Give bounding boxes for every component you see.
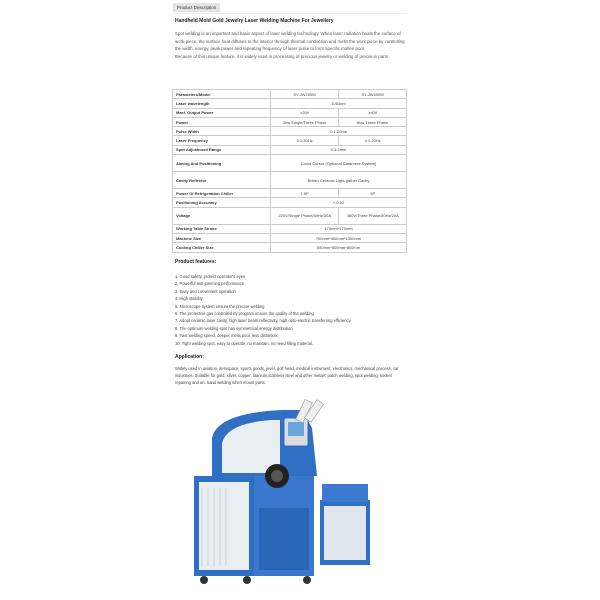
param-label: Maxi. Output Power	[173, 108, 271, 117]
feature-item: 6. The protective gas controlled by program ensure the quality of the welding	[175, 311, 314, 317]
tab-product-description[interactable]: Product Description	[173, 3, 220, 12]
table-row	[173, 136, 407, 145]
table-row	[173, 172, 407, 189]
param-value: 0.1-20Hz	[339, 136, 407, 145]
features-heading: Product features:	[175, 259, 217, 265]
table-row	[173, 198, 407, 207]
feature-item: 3. Easy and convenient operation	[175, 288, 236, 294]
feature-item: 8. The optimum welding spot has symmetrical energy distribution.	[175, 325, 294, 331]
param-value: ≥200	[271, 108, 339, 117]
param-value: 220V/Single Phase/50Hz/30A	[271, 207, 339, 224]
table-row	[173, 243, 407, 252]
param-value: British Ceramic Light-gather Cavity	[271, 172, 407, 189]
param-label: Voltage	[173, 207, 271, 224]
param-label: Machine Size	[173, 233, 271, 242]
param-label: Laser wavelength	[173, 99, 271, 108]
param-value: 1.5P	[271, 189, 339, 198]
param-label: Cavity Reflector	[173, 172, 271, 189]
table-row	[173, 127, 407, 136]
table-row	[173, 189, 407, 198]
param-value: 0.1-50Hz	[271, 136, 339, 145]
application-heading: Application:	[175, 354, 204, 360]
param-value: 550mm*500mm*800mm	[271, 243, 407, 252]
table-row	[173, 224, 407, 233]
param-value: 0.1-20ms	[271, 127, 407, 136]
param-value: 0.3-2mm	[271, 145, 407, 154]
param-label: Pulse Width	[173, 127, 271, 136]
table-row	[173, 233, 407, 242]
param-label: Spot Adjustment Range	[173, 145, 271, 154]
param-label: Aiming And Positioning	[173, 155, 271, 172]
tab-divider	[173, 13, 407, 14]
table-row	[173, 108, 407, 117]
intro-text	[175, 30, 407, 60]
param-value: Cross Cursor (Optional Caramera System)	[271, 155, 407, 172]
param-value: 6kw Three Phase	[339, 117, 407, 126]
param-value: SY-JW200W	[271, 90, 339, 99]
feature-item: 5. Microscope system ensure the precise welding	[175, 303, 265, 309]
feature-item: 7. Adopt ceramic laser cavity, high laser beam reflectivity, high opto-electric transferring efficiency	[175, 318, 351, 324]
param-value: 170mm*170mm	[271, 224, 407, 233]
feature-item: 10. Tight welding spot, easy to operate, no maintain, no need filling material.	[175, 340, 313, 346]
param-label: Laser Frequency	[173, 136, 271, 145]
param-label: Working Table Stroke	[173, 224, 271, 233]
laser-welding-machine-image	[172, 388, 408, 588]
param-label: Cooling Chiller Size	[173, 243, 271, 252]
param-label: Positioning Accuracy	[173, 198, 271, 207]
table-row	[173, 207, 407, 224]
param-value: 3P	[339, 189, 407, 198]
feature-item: 9. Fast welding speed, deeper melts pool, less distortion.	[175, 333, 279, 339]
param-value: +-0.02	[271, 198, 407, 207]
param-label: Power Of Refrigeration Chiller	[173, 189, 271, 198]
table-row	[173, 117, 407, 126]
param-value: 1064nm	[271, 99, 407, 108]
application-text: Widely used in aviation, aerospace, sports goods, jevel, golf head, medical instrument, electronics, mechanical process, car industries. Suitable for gold, silver, copper, titanium,stainless steel and other metals' patch welding, spot welding, socket repairing and arc hand welding when mount parts.	[175, 366, 399, 385]
feature-item: 2. Powerful anti-jamming performance	[175, 281, 245, 287]
features-list	[175, 273, 351, 347]
table-row	[173, 145, 407, 154]
param-label: Parameters/Model	[173, 90, 271, 99]
table-row	[173, 90, 407, 99]
spec-table	[172, 89, 407, 253]
table-row	[173, 155, 407, 172]
intro-paragraph: Because of this unique feature, it is widely used in processing of precious jewelry or welding of precision parts.	[175, 53, 390, 59]
feature-item: 4. High stability.	[175, 296, 204, 302]
param-value: 2kw Single/Three Phase	[271, 117, 339, 126]
intro-paragraph: Spot welding is an important and basic aspect of laser welding technology. When laser radiation heats the surface of work-piece, the surface heat diffuses to the interior through thermal conduction and melts the work piece by controlling the width, energy, peak power and repeating frequency of laser pulse to form specific molten pool.	[175, 31, 405, 51]
feature-item: 1. Good safety, protect operator's eyes	[175, 274, 246, 279]
param-value: SY-JW400W	[339, 90, 407, 99]
param-label: Power	[173, 117, 271, 126]
table-row	[173, 99, 407, 108]
param-value: 380V/Three Phase/50Hz/20A	[339, 207, 407, 224]
product-title: Handheld Mold Gold Jewelry Laser Welding Machine For Jewellery	[175, 18, 334, 24]
param-value: 700mm*460mm*1300mm	[271, 233, 407, 242]
param-value: ≥400	[339, 108, 407, 117]
